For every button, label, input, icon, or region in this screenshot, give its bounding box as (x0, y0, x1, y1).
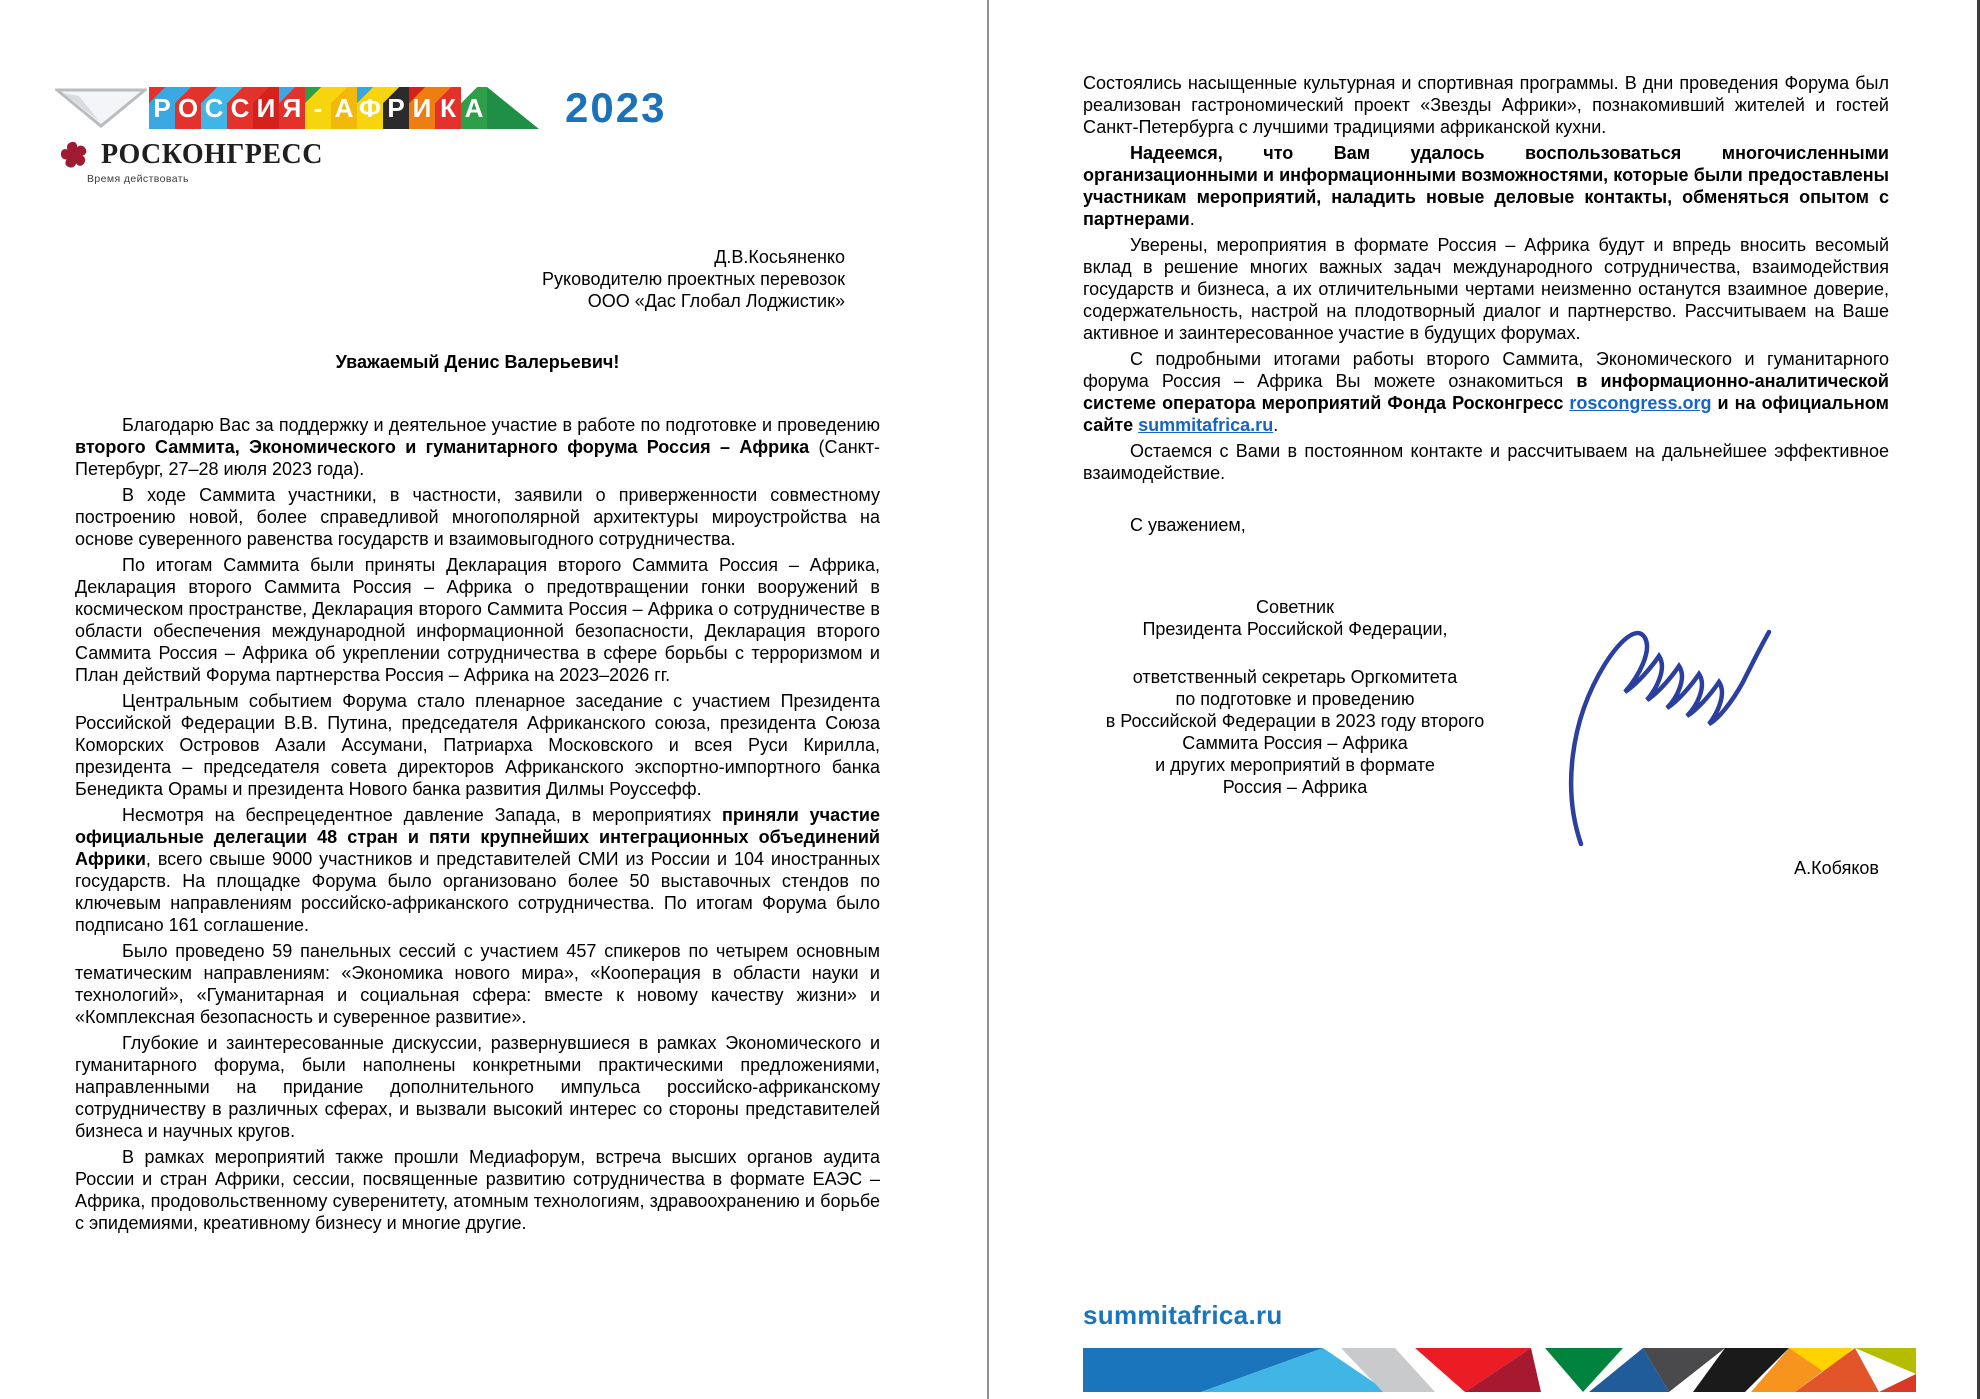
text-segment: , всего свыше 9000 участников и представителей СМИ из России и 104 иностранных государств. На площадке Форума было организовано более 50 выставочных стендов по ключевым направлениям российско-африканского сотрудничества. По итогам Форума было подписано 161 соглашение. (75, 849, 880, 935)
text-segment: и на официальном сайте (1083, 393, 1889, 435)
logo-green-triangle (487, 87, 539, 129)
paragraph (75, 554, 880, 686)
roscongress-pinwheel-icon (57, 138, 91, 172)
logo-letter-tile: О (175, 87, 201, 129)
paragraph (1083, 234, 1889, 344)
paragraph (75, 804, 880, 936)
logo-letter-tile: И (409, 87, 435, 129)
russia-africa-logo (55, 84, 666, 132)
text-segment: С подробными итогами работы второго Саммита, Экономического и гуманитарного форума Россия – Африка Вы можете ознакомиться (1083, 349, 1889, 391)
letter-page-2 (988, 0, 1980, 1399)
text-segment: . (1189, 209, 1195, 229)
text-line: Д.В.Косьяненко (714, 247, 845, 267)
paragraph (75, 690, 880, 800)
addressee-block (542, 246, 845, 312)
paragraph (75, 414, 880, 480)
text-segment: Глубокие и заинтересованные дискуссии, развернувшиеся в рамках Экономического и гуманитарного форума, были наполнены конкретными практическими предложениями, направленными на придание дополнительного импульса российско-африканскому сотрудничеству в различных сферах, и вызвали высокий интерес со стороны представителей бизнеса и научных кругов. (75, 1033, 880, 1141)
text-line: Президента Российской Федерации, (1142, 619, 1448, 639)
letter-page-1 (0, 0, 988, 1399)
roscongress-wordmark: РОСКОНГРЕСС (101, 139, 323, 170)
text-segment: Было проведено 59 панельных сессий с участием 457 спикеров по четырем основным тематическим направлениям: «Экономика нового мира», «Кооперация в области науки и технологий», «Гуманитарная и социальная сфера: вместе к новому качеству жизни» и «Комплексная безопасность и суверенное развитие». (75, 941, 880, 1027)
text-segment: в информационно-аналитической системе оператора мероприятий Фонда Росконгресс (1083, 371, 1889, 413)
roscongress-tagline: Время действовать (87, 173, 189, 185)
logo-letter-tile: Р (383, 87, 409, 129)
text-line: в Российской Федерации в 2023 году второго (1105, 711, 1485, 731)
text-line: по подготовке и проведению (1175, 689, 1415, 709)
paragraph (75, 1032, 880, 1142)
page-divider-line (987, 0, 989, 1399)
logo-letter-tile: К (435, 87, 461, 129)
text-line: Советник (1256, 597, 1334, 617)
text-segment: Несмотря на беспрецедентное давление Запада, в мероприятиях (122, 805, 722, 825)
logo-letter-tile: Ф (357, 87, 383, 129)
text-line: ответственный секретарь Оргкомитета (1132, 667, 1458, 687)
letter-body-left (75, 414, 880, 1238)
text-line: ООО «Дас Глобал Лоджистик» (587, 291, 845, 311)
logo-letter-tile: А (331, 87, 357, 129)
roscongress-logo (57, 138, 323, 185)
closing-phrase: С уважением, (1130, 515, 1246, 535)
text-segment: Надеемся, что Вам удалось воспользоваться многочисленными организационными и информационными возможностями, которые были предоставлены участникам мероприятий, наладить новые деловые контакты, обменяться опытом с партнерами (1083, 143, 1889, 229)
text-segment: Остаемся с Вами в постоянном контакте и рассчитываем на дальнейшее эффективное взаимодействие. (1083, 441, 1889, 483)
logo-letter-tile: А (461, 87, 487, 129)
signer-title-block-2 (1083, 666, 1507, 798)
hyperlink[interactable]: roscongress.org (1569, 393, 1712, 413)
text-segment: приняли участие официальные делегации 48 стран и пяти крупнейших интеграционных объединений Африки (75, 805, 880, 869)
footer-brand-stripe (1083, 1348, 1916, 1392)
signer-name: А.Кобяков (1794, 858, 1879, 878)
paragraph (75, 1146, 880, 1234)
footer-site-url[interactable]: summitafrica.ru (1083, 1300, 1283, 1330)
logo-letter-tile: С (227, 87, 253, 129)
logo-letter-tile: С (201, 87, 227, 129)
paragraph (1083, 142, 1889, 230)
paragraph (75, 484, 880, 550)
logo-letter-tiles (149, 87, 487, 129)
text-segment: Центральным событием Форума стало пленарное заседание с участием Президента Российской Федерации В.В. Путина, председателя Африканского союза, президента Союза Коморских Островов Азали Ассумани, Патриарха Московского и всея Руси Кирилла, президента – председателя совета директоров Африканского экспортно-импортного банка Бенедикта Орамы и президента Нового банка развития Дилмы Роуссефф. (75, 691, 880, 799)
right-paragraphs (1083, 72, 1889, 484)
text-segment: В рамках мероприятий также прошли Медиафорум, встреча высших органов аудита России и стран Африки, сессии, посвященные развитию сотрудничества в формате ЕАЭС – Африка, продовольственному суверенитету, атомным технологиям, здравоохранению и борьбе с эпидемиями, креативному бизнесу и многие другие. (75, 1147, 880, 1233)
text-segment: . (1273, 415, 1279, 435)
logo-letter-tile: Р (149, 87, 175, 129)
logo-letter-tile: - (305, 87, 331, 129)
logo-letter-tile: И (253, 87, 279, 129)
text-line: Руководителю проектных перевозок (542, 269, 845, 289)
text-segment: второго Саммита, Экономического и гуманитарного форума Россия – Африка (75, 437, 810, 457)
paragraph (1083, 440, 1889, 484)
salutation: Уважаемый Денис Валерьевич! (335, 352, 620, 372)
handwritten-signature (1553, 612, 1813, 852)
paragraph (1083, 348, 1889, 436)
text-segment: Уверены, мероприятия в формате Россия – Африка будут и впредь вносить весомый вклад в решение многих важных задач международного сотрудничества, взаимодействия государств и бизнеса, а их отличительными чертами неизменно останутся взаимное доверие, содержательность, настрой на плодотворный диалог и партнерство. Рассчитываем на Ваше активное и заинтересованное участие в будущих форумах. (1083, 235, 1889, 343)
letter-body-right (1083, 72, 1889, 1330)
logo-arrow-icon (55, 87, 147, 129)
logo-letter-tile: Я (279, 87, 305, 129)
text-line: Россия – Африка (1222, 777, 1368, 797)
logo-year: 2023 (565, 84, 667, 131)
paragraph (1083, 72, 1889, 138)
text-line: и других мероприятий в формате (1155, 755, 1435, 775)
text-segment: Благодарю Вас за поддержку и деятельное участие в работе по подготовке и проведению (122, 415, 880, 435)
text-segment: По итогам Саммита были приняты Декларация второго Саммита Россия – Африка, Декларация второго Саммита Россия – Африка о предотвращении гонки вооружений в космическом пространстве, Декларация второго Саммита Россия – Африка о сотрудничестве в области обеспечения международной информационной безопасности, Декларация второго Саммита Россия – Африка об укреплении сотрудничества в сфере борьбы с терроризмом и План действий Форума партнерства Россия – Африка на 2023–2026 гг. (75, 555, 880, 685)
text-segment: (Санкт-Петербург, 27–28 июля 2023 года). (75, 437, 880, 479)
hyperlink[interactable]: summitafrica.ru (1138, 415, 1274, 435)
text-segment: Состоялись насыщенные культурная и спортивная программы. В дни проведения Форума был реализован гастрономический проект «Звезды Африки», познакомивший жителей и гостей Санкт-Петербурга с лучшими традициями африканской кухни. (1083, 73, 1889, 137)
text-line: Саммита Россия – Африка (1182, 733, 1408, 753)
text-segment: В ходе Саммита участники, в частности, заявили о приверженности совместному построению новой, более справедливой многополярной архитектуры мироустройства на основе суверенного равенства государств и взаимовыгодного сотрудничества. (75, 485, 880, 549)
signer-title-block-1 (1083, 596, 1507, 640)
paragraph (75, 940, 880, 1028)
